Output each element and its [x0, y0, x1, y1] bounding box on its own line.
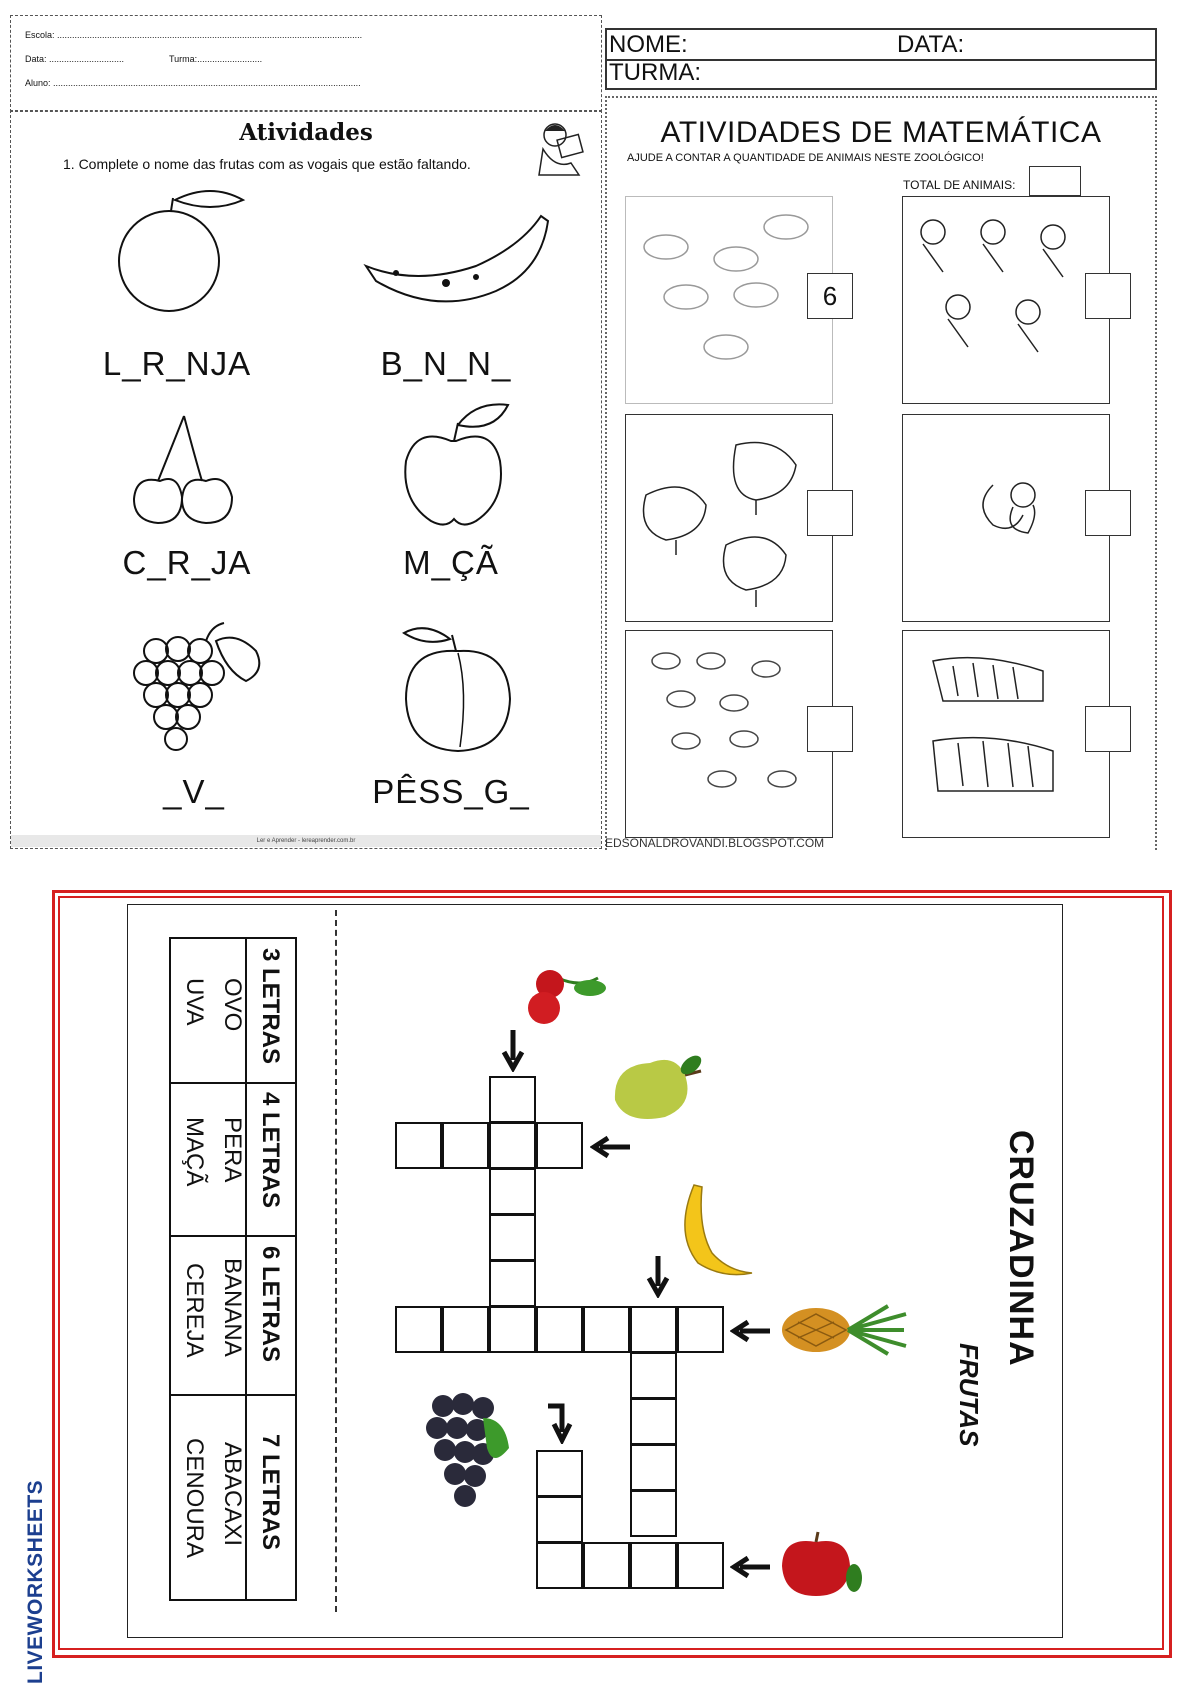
arrow-left-icon: [730, 1318, 772, 1344]
arrow-turn-down-icon: [546, 1402, 576, 1444]
word-cereja: CEREJA: [181, 1263, 208, 1358]
grid-cell[interactable]: [442, 1122, 489, 1169]
grid-cell[interactable]: [583, 1542, 630, 1589]
tiger-icon: [903, 631, 1109, 837]
word-banana: BANANA: [219, 1258, 246, 1357]
grid-cell[interactable]: [489, 1214, 536, 1261]
word-uva: UVA: [181, 978, 208, 1026]
banana-icon: [668, 1183, 758, 1283]
worksheet-title: Atividades: [239, 119, 373, 146]
total-label: TOTAL DE ANIMAIS:: [903, 178, 1016, 192]
group-heading-6: 6 LETRAS: [257, 1246, 284, 1363]
crossword-title: CRUZADINHA: [1002, 1130, 1040, 1367]
liveworksheets-brand: LIVEWORKSHEETS: [24, 1479, 47, 1684]
animal-count-worksheet: [605, 96, 1157, 850]
grid-cell[interactable]: [536, 1450, 583, 1497]
student-info-header: [10, 15, 602, 112]
name-label: NOME:: [609, 31, 688, 58]
word-grape: _V_: [163, 773, 225, 810]
group-heading-3: 3 LETRAS: [257, 948, 284, 1065]
banana-icon: [356, 211, 556, 321]
peach-icon: [396, 621, 536, 761]
fish-icon: [626, 631, 832, 837]
word-abacaxi: ABACAXI: [219, 1442, 246, 1547]
arrow-left-icon: [590, 1134, 632, 1160]
squirrel-icon: [903, 415, 1109, 621]
grid-cell[interactable]: [630, 1542, 677, 1589]
tiger-answer-box[interactable]: [1085, 706, 1131, 752]
math-subtitle: AJUDE A CONTAR A QUANTIDADE DE ANIMAIS NESTE ZOOLÓGICO!: [627, 152, 984, 164]
class-line: Turma:..........................: [169, 54, 263, 64]
grid-cell[interactable]: [395, 1122, 442, 1169]
word-ovo: OVO: [219, 978, 246, 1032]
grid-cell[interactable]: [536, 1122, 583, 1169]
name-date-box: [605, 28, 1157, 90]
class-label: TURMA:: [609, 59, 701, 86]
grid-cell[interactable]: [630, 1352, 677, 1399]
fish-answer-box[interactable]: [807, 706, 853, 752]
squirrel-answer-box[interactable]: [1085, 490, 1131, 536]
worksheet-footer: Ler e Aprender - lereaprender.com.br: [11, 835, 601, 847]
instruction-text: 1. Complete o nome das frutas com as vogais que estão faltando.: [63, 156, 471, 172]
cherry-icon: [520, 958, 610, 1038]
grid-cell[interactable]: [536, 1496, 583, 1543]
grid-cell[interactable]: [677, 1306, 724, 1353]
crossword-subtitle: FRUTAS: [954, 1343, 984, 1447]
apple-icon: [396, 401, 526, 531]
grid-cell[interactable]: [583, 1306, 630, 1353]
chameleon-answer-box[interactable]: 6: [807, 273, 853, 319]
cherry-icon: [126, 411, 246, 541]
word-peach: PÊSS_G_: [372, 773, 530, 810]
panel-tigers: [902, 630, 1110, 838]
word-maca: MAÇÃ: [181, 1117, 208, 1187]
word-cherry: C_R_JA: [122, 544, 252, 581]
word-banana: B_N_N_: [380, 345, 512, 382]
cut-line: [335, 910, 337, 1612]
grid-cell[interactable]: [395, 1306, 442, 1353]
monkey-icon: [903, 197, 1109, 403]
grid-cell[interactable]: [536, 1542, 583, 1589]
orange-icon: [111, 186, 261, 316]
monkey-answer-box[interactable]: [1085, 273, 1131, 319]
grid-cell[interactable]: [677, 1542, 724, 1589]
grid-cell[interactable]: [536, 1306, 583, 1353]
grid-cell[interactable]: [489, 1260, 536, 1307]
grid-cell[interactable]: [630, 1398, 677, 1445]
panel-squirrel: [902, 414, 1110, 622]
student-line: Aluno: ...........................................................................................................................: [25, 78, 361, 88]
grapes-icon: [413, 1378, 513, 1528]
word-pera: PERA: [219, 1117, 246, 1183]
school-line: Escola: ..........................................................................................................................: [25, 30, 363, 40]
grid-cell[interactable]: [489, 1122, 536, 1169]
group-heading-7: 7 LETRAS: [257, 1434, 284, 1551]
grid-cell[interactable]: [489, 1168, 536, 1215]
grid-cell[interactable]: [489, 1306, 536, 1353]
grid-cell[interactable]: [630, 1444, 677, 1491]
panel-chameleons: [625, 196, 833, 404]
date-line: Data: ..............................: [25, 54, 125, 64]
panel-monkeys: [902, 196, 1110, 404]
boy-reading-icon: [531, 119, 593, 181]
word-orange: L_R_NJA: [102, 345, 252, 382]
chameleon-icon: [626, 197, 832, 403]
grid-cell[interactable]: [489, 1076, 536, 1123]
apple-icon: [778, 1530, 863, 1600]
grid-cell[interactable]: [630, 1490, 677, 1537]
word-apple: M_ÇÃ: [403, 544, 499, 581]
date-label: DATA:: [897, 31, 965, 58]
rooster-answer-box[interactable]: [807, 490, 853, 536]
panel-fish: [625, 630, 833, 838]
grapes-icon: [116, 621, 276, 761]
pineapple-icon: [778, 1300, 908, 1360]
arrow-left-icon: [730, 1554, 772, 1580]
grid-cell[interactable]: [630, 1306, 677, 1353]
total-answer-box[interactable]: [1029, 166, 1081, 196]
blog-footer: EDSONALDROVANDI.BLOGSPOT.COM: [605, 836, 825, 850]
math-title: ATIVIDADES DE MATEMÁTICA: [660, 116, 1102, 149]
grid-cell[interactable]: [442, 1306, 489, 1353]
group-heading-4: 4 LETRAS: [257, 1092, 284, 1209]
fruit-vowel-worksheet: [10, 110, 602, 849]
panel-roosters: [625, 414, 833, 622]
pear-icon: [605, 1045, 715, 1125]
rooster-icon: [626, 415, 832, 621]
word-cenoura: CENOURA: [181, 1438, 208, 1559]
